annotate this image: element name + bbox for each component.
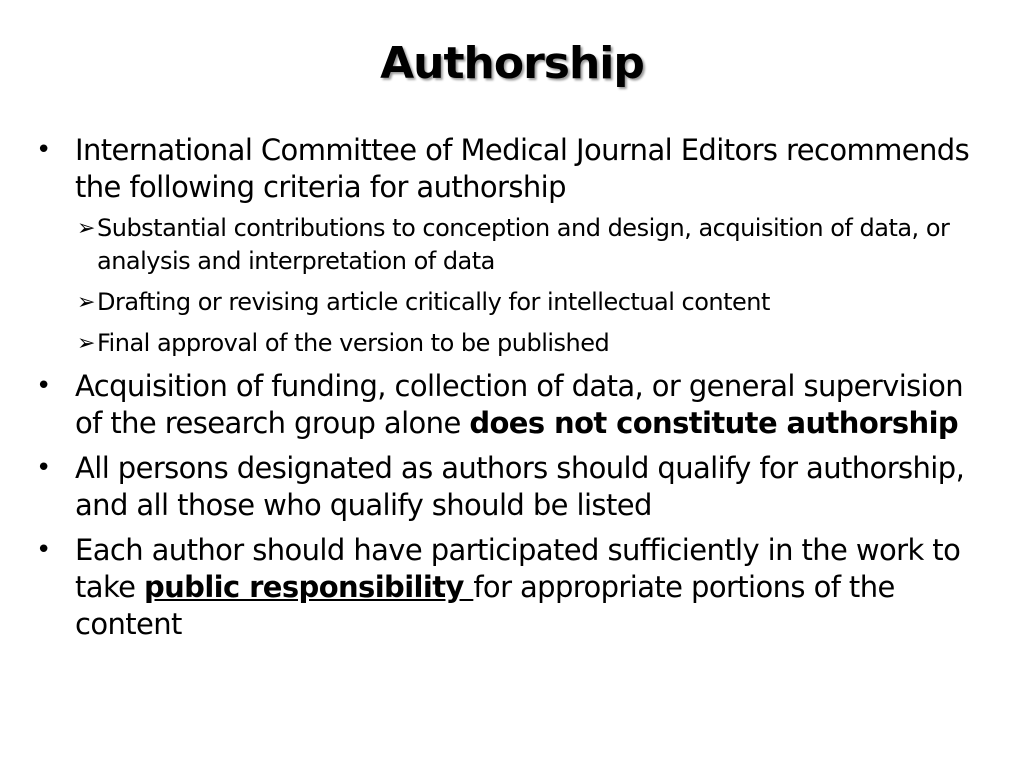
sub-bullet-text: Substantial contributions to conception and design, acquisition of data, or analysis and interpretation of data — [97, 214, 950, 275]
bullet-text-after: for appropriate portions of the content — [75, 570, 895, 641]
bullet-item-acquisition — [36, 368, 996, 442]
bullet-item-each-author — [36, 532, 996, 643]
bullet-dot: • — [36, 135, 51, 165]
bullet-item-icmje — [36, 132, 996, 360]
bullet-dot: • — [36, 371, 51, 401]
arrow-bullet-icon: ➢ — [77, 216, 95, 241]
sub-bullet-list — [75, 212, 996, 360]
bullet-list — [36, 132, 996, 651]
bullet-dot: • — [36, 453, 51, 483]
sub-bullet-text: Drafting or revising article critically for intellectual content — [97, 288, 770, 316]
bullet-dot: • — [36, 535, 51, 565]
sub-bullet-item — [77, 212, 996, 278]
sub-bullet-text: Final approval of the version to be published — [97, 329, 610, 357]
bullet-text: Each author should have participated sufficiently in the work to take — [75, 533, 961, 604]
bullet-text-bold: does not constitute authorship — [469, 406, 959, 440]
bullet-text: All persons designated as authors should qualify for authorship, and all those who qualify should be listed — [75, 451, 965, 522]
slide-title: Authorship — [380, 38, 644, 89]
bullet-text: International Committee of Medical Journal Editors recommends the following criteria for authorship — [75, 133, 970, 204]
sub-bullet-item — [77, 327, 996, 360]
arrow-bullet-icon: ➢ — [77, 290, 95, 315]
bullet-item-all-persons — [36, 450, 996, 524]
bullet-text: Acquisition of funding, collection of data, or general supervision of the research group alone — [75, 369, 964, 440]
arrow-bullet-icon: ➢ — [77, 331, 95, 356]
sub-bullet-item — [77, 286, 996, 319]
bullet-text-emphasis: public responsibility — [143, 570, 474, 604]
